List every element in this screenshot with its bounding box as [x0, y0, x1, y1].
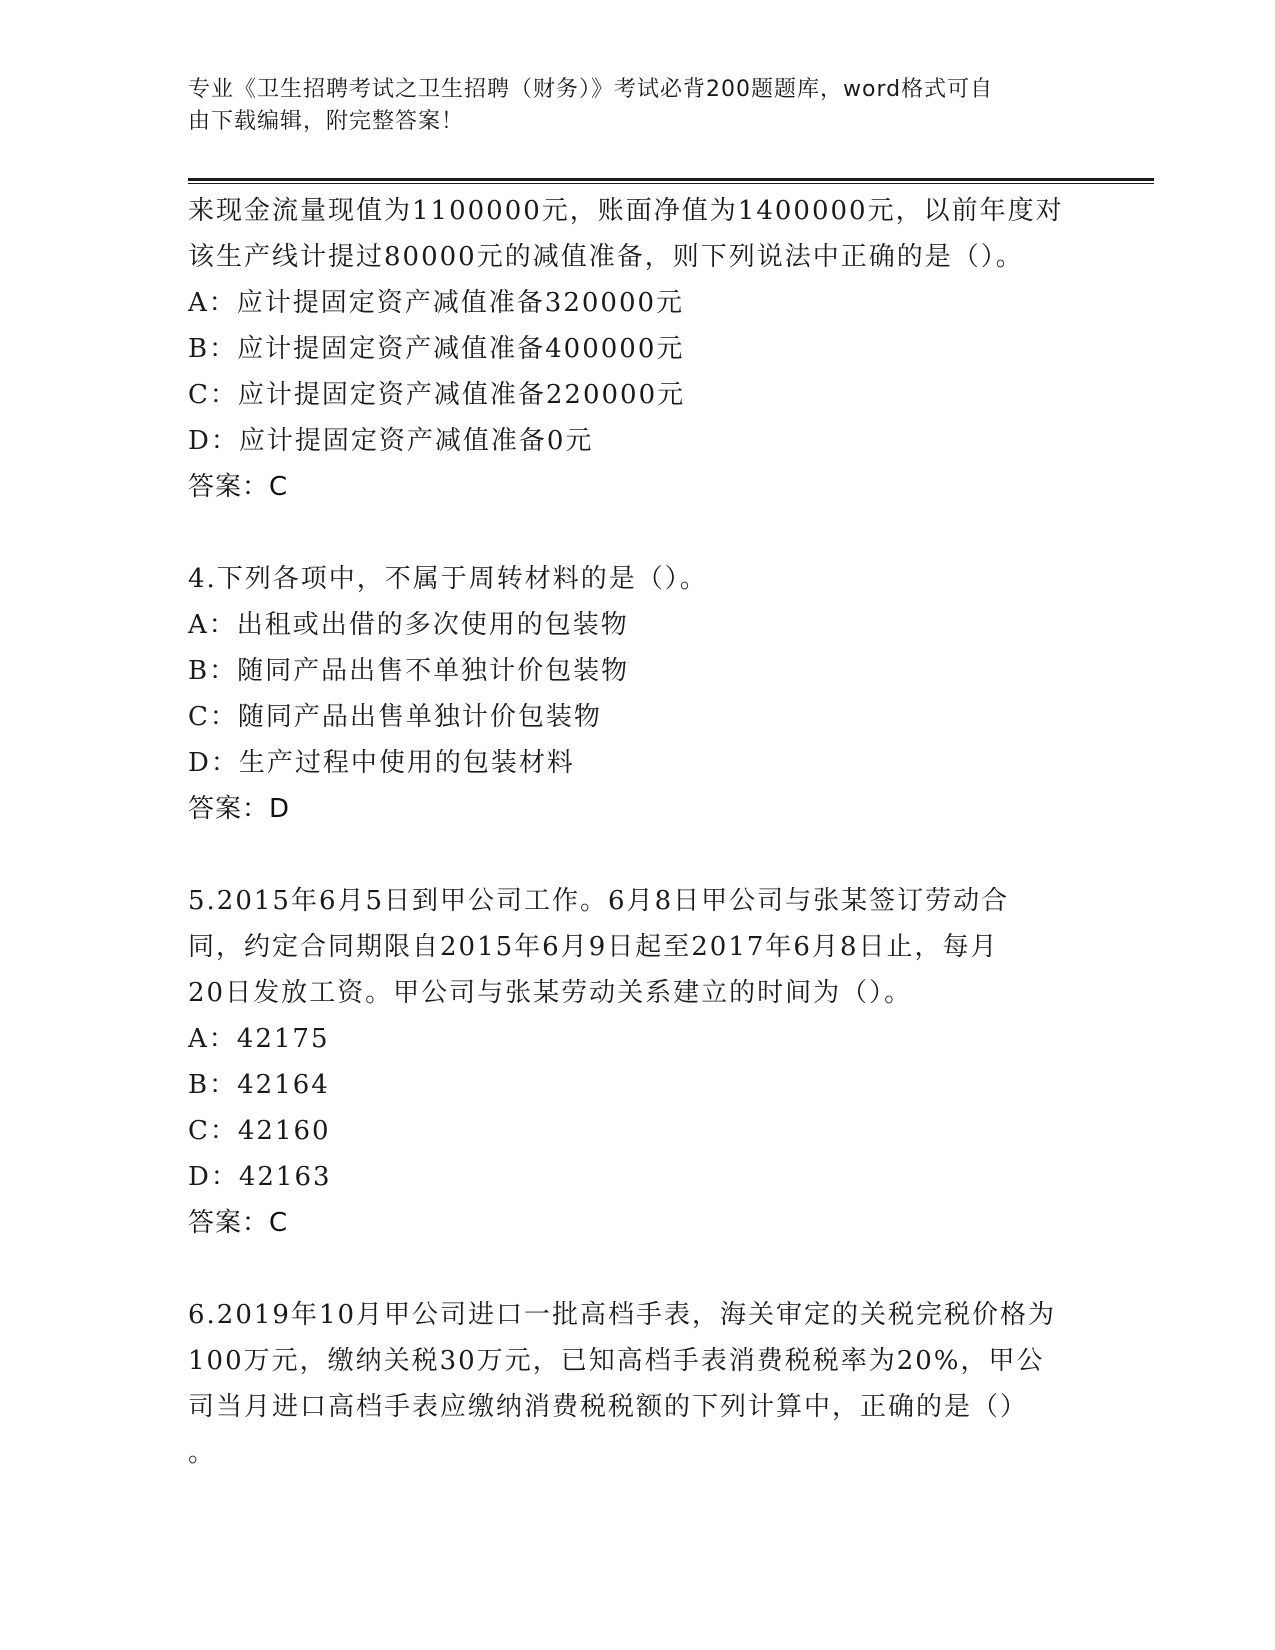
option-b: B：应计提固定资产减值准备400000元: [188, 334, 685, 364]
option-a: A：42175: [188, 1024, 330, 1054]
question-text-line: 4.下列各项中，不属于周转材料的是（）。: [188, 564, 708, 594]
option-a: A：应计提固定资产减值准备320000元: [188, 288, 685, 318]
answer: 答案：D: [188, 794, 291, 824]
spacer: [188, 1246, 1088, 1292]
header-rule-thick: [188, 178, 1154, 181]
question-text-line: 。: [188, 1438, 217, 1468]
option-c: C：42160: [188, 1116, 331, 1146]
spacer: [188, 510, 1088, 556]
option-c: C：随同产品出售单独计价包装物: [188, 702, 602, 732]
question-6: [188, 1292, 1088, 1476]
question-text-line: 5.2015年6月5日到甲公司工作。6月8日甲公司与张某签订劳动合: [188, 886, 1010, 916]
answer: 答案：C: [188, 472, 289, 502]
option-b: B：42164: [188, 1070, 330, 1100]
question-text-line: 司当月进口高档手表应缴纳消费税税额的下列计算中，正确的是（）: [188, 1392, 1029, 1422]
answer: 答案：C: [188, 1208, 289, 1238]
header-line-1: 专业《卫生招聘考试之卫生招聘（财务）》考试必背200题题库，word格式可自: [188, 77, 994, 102]
question-text-line: 同，约定合同期限自2015年6月9日起至2017年6月8日止，每月: [188, 932, 999, 962]
option-b: B：随同产品出售不单独计价包装物: [188, 656, 630, 686]
option-d: D：应计提固定资产减值准备0元: [188, 426, 594, 456]
header-rule-thin: [188, 183, 1154, 184]
option-a: A：出租或出借的多次使用的包装物: [188, 610, 629, 640]
document-header: [188, 74, 1068, 138]
header-line-2: 由下载编辑，附完整答案！: [188, 109, 465, 134]
question-4: [188, 556, 1088, 832]
option-d: D：42163: [188, 1162, 332, 1192]
question-3: [188, 188, 1088, 510]
question-text-line: 100万元，缴纳关税30万元，已知高档手表消费税税率为20%，甲公: [188, 1346, 1045, 1376]
spacer: [188, 832, 1088, 878]
question-5: [188, 878, 1088, 1246]
option-c: C：应计提固定资产减值准备220000元: [188, 380, 686, 410]
document-body: [188, 188, 1088, 1476]
question-text-line: 该生产线计提过80000元的减值准备，则下列说法中正确的是（）。: [188, 242, 1024, 272]
question-text-line: 20日发放工资。甲公司与张某劳动关系建立的时间为（）。: [188, 978, 913, 1008]
option-d: D：生产过程中使用的包装材料: [188, 748, 575, 778]
question-text-line: 来现金流量现值为1100000元，账面净值为1400000元，以前年度对: [188, 196, 1064, 226]
question-text-line: 6.2019年10月甲公司进口一批高档手表，海关审定的关税完税价格为: [188, 1300, 1057, 1330]
